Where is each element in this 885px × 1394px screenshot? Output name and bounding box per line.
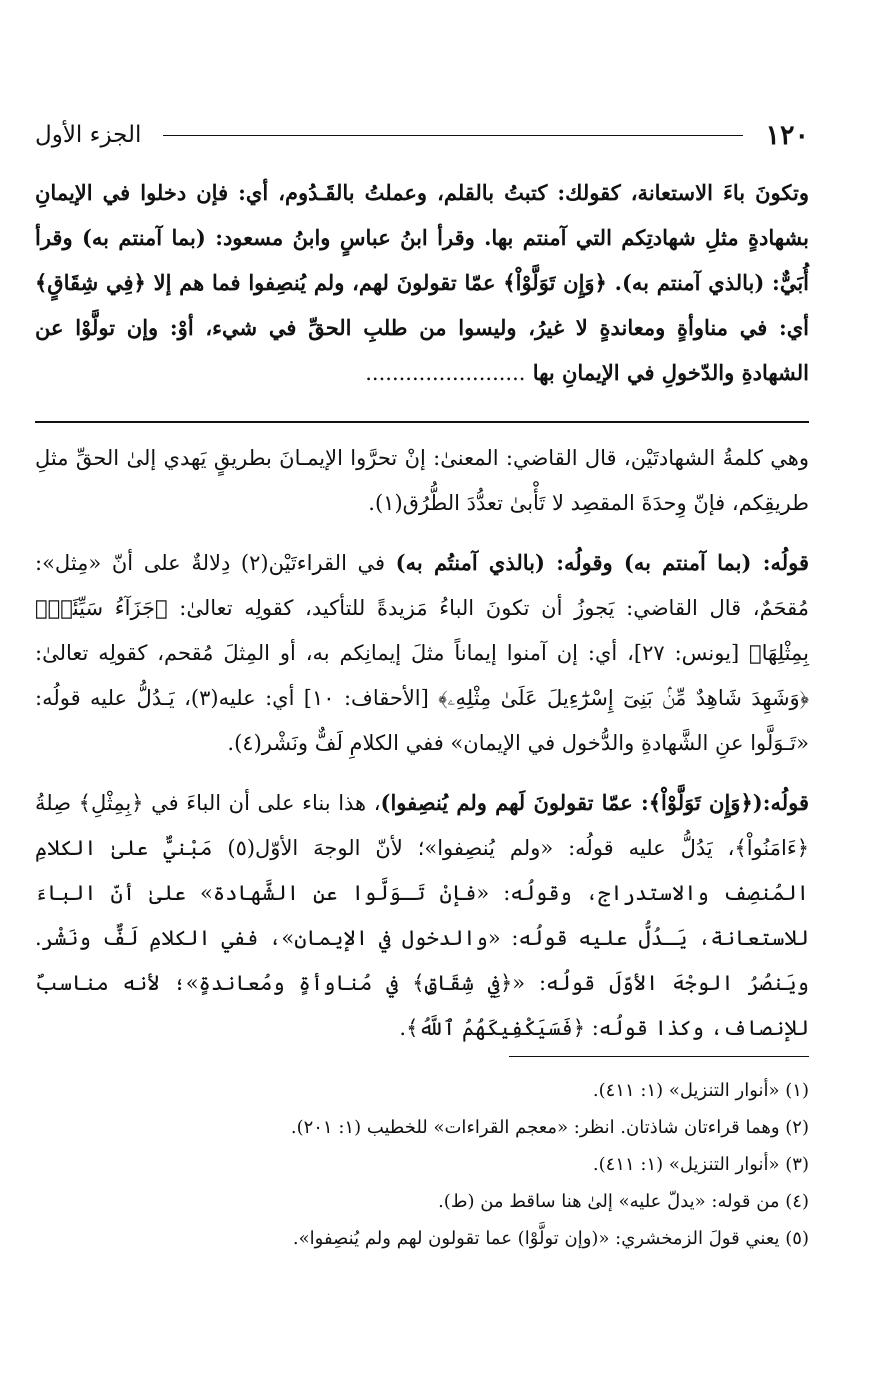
section-divider: [35, 421, 809, 423]
footnote: (٢) وهما قراءتان شاذتان. انظر: «معجم القراءات» للخطيب (١: ٢٠١).: [290, 1117, 809, 1138]
footnote: (١) «أنوار التنزيل» (١: ٤١١).: [592, 1080, 809, 1101]
commentary-section: [35, 436, 809, 1065]
footnote: (٣) «أنوار التنزيل» (١: ٤١١).: [592, 1154, 809, 1175]
header-rule: [163, 135, 743, 136]
page-header: [35, 118, 809, 152]
commentary-p3-text: ، هذا بناء على أن الباءَ في ﴿بِمِثْلِ﴾ صِلةُ ﴿ءَامَنُواْ﴾، يَدُلُّ عليه قولُه: «ولم يُنصِفوا»؛ لأنّ الوجهَ الأوّل(٥) مَبْنيٌّ علىٰ الكلامِ المُنصِف والاستدراج، وقولُه: «فإنْ تَـوَلَّوا عنِ الشَّهادة» علىٰ أنّ الباءَ للاستعانة، يَـدُلُّ عليه قولُه: «والدخول في الإيمان»، ففي الكلامِ لَفٌّ ونَشْر. ويَنصُرُ الوجْهَ الأوّلَ قولُه: «﴿فِي شِقَاقٍ﴾ في مُناوأةٍ ومُعاندةٍ»؛ لأنه مناسبٌ للإنصاف، وكذا قولُه: ﴿فَسَيَكْفِيكَهُمُ ٱللَّهُ﴾.: [35, 791, 809, 1040]
matn-body: وتكونَ باءَ الاستعانة، كقولك: كتبتُ بالقلم، وعملتُ بالقَـدُوم، أي: فإن دخلوا في الإيمانِ بشهادةٍ مثلِ شهادتِكم التي آمنتم بها. وقرأ ابنُ عباسٍ وابنُ مسعود: (بما آمنتم به) وقرأ أُبَيٌّ: (بالذي آمنتم به). ﴿وَإِن تَوَلَّوْاْ﴾ عمّا تقولونَ لهم، ولم يُنصِفوا فما هم إلا ﴿فِي شِقَاقٍ﴾ أي: في مناوأةٍ ومعاندةٍ لا غيرُ، وليسوا من طلبِ الحقِّ في شيء، أوْ: وإن تولَّوْا عن الشهادةِ والدّخولِ في الإيمانِ بها: [35, 180, 809, 385]
volume-title: الجزء الأول: [35, 122, 142, 148]
commentary-paragraph-1: [35, 436, 809, 526]
matn-text: [35, 170, 809, 396]
commentary-p2-label: قولُه: (بما آمنتم به) وقولُه: (بالذي آمنتُم به): [395, 550, 809, 575]
commentary-p3-label: قولُه:(﴿وَإِن تَوَلَّوْاْ﴾: عمّا تقولونَ لَهم ولم يُنصِفوا): [380, 790, 809, 815]
page-number: ١٢٠: [765, 119, 809, 151]
footnote-divider: [509, 1056, 809, 1057]
footnote: (٤) من قوله: «يدلّ عليه» إلىٰ هنا ساقط من (ط).: [438, 1191, 809, 1212]
commentary-paragraph-2: [35, 540, 809, 766]
commentary-p2-text: في القراءتَيْن(٢) دِلالةٌ على أنّ «مِثل»: مُقحَمٌ، قال القاضي: يَجوزُ أن تكونَ الباءُ مَزيدةً للتأكيد، كقولِه تعالىٰ: ﴿جَزَآءُ سَيِّئَةٍۭ بِمِثْلِهَا﴾ [يونس: ٢٧]، أي: إن آمنوا إيماناً مثلَ إيمانِكم به، أو المِثلَ مُقحم، كقولِه تعالىٰ: ﴿وَشَهِدَ شَاهِدٌ مِّنۢ بَنِىٓ إِسْرَٰٓءِيلَ عَلَىٰ مِثْلِهِۦ﴾ [الأحقاف: ١٠] أي: عليه(٣)، يَـدُلُّ عليه قولُه: «تَـوَلَّوا عنِ الشَّهادةِ والدُّخول في الإيمان» ففي الكلامِ لَفٌّ ونَشْر(٤).: [35, 551, 809, 755]
footnote: (٥) يعني قولَ الزمخشري: «(وإن تولَّوْا) عما تقولون لهم ولم يُنصِفوا».: [292, 1228, 809, 1249]
matn-dots: ........................: [365, 361, 526, 385]
commentary-p1-text: وهي كلمةُ الشهادتَيْن، قال القاضي: المعنىٰ: إنْ تحرَّوا الإيمـانَ بطريقٍ يَهدي إلىٰ الحقِّ مثلِ طريقِكم، فإنّ وِحدَةَ المقصِد لا تَأْبىٰ تعدُّدَ الطُّرُق(١).: [35, 446, 809, 515]
footnotes: [35, 1072, 809, 1257]
commentary-paragraph-3: [35, 780, 809, 1051]
